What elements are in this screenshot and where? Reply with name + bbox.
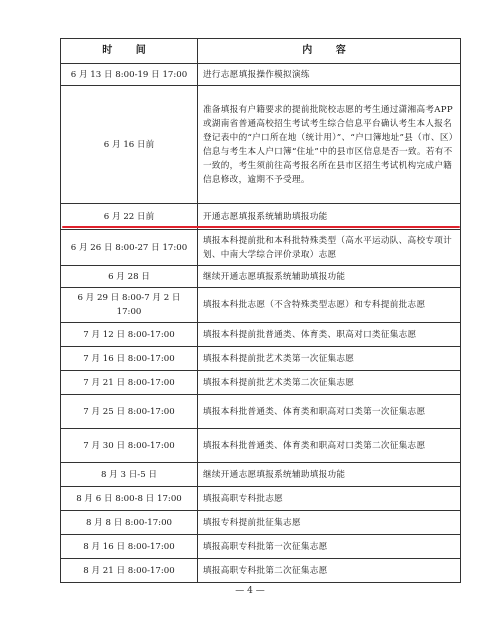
row-time: 6 月 22 日前	[61, 204, 198, 230]
row-content: 填报本科批普通类、体育类和职高对口类第二次征集志愿	[198, 429, 461, 463]
table-row	[61, 86, 461, 204]
row-time: 8 月 21 日 8:00-17:00	[61, 559, 198, 583]
row-content: 填报本科提前批和本科批特殊类型（高水平运动队、高校专项计划、中南大学综合评价录取）志愿	[198, 230, 461, 266]
row-time: 6 月 29 日 8:00-7 月 2 日 17:00	[61, 288, 198, 323]
row-content: 填报本科提前批艺术类第一次征集志愿	[198, 347, 461, 371]
row-time: 8 月 8 日 8:00-17:00	[61, 511, 198, 535]
row-content: 进行志愿填报操作模拟演练	[198, 64, 461, 86]
table-row	[61, 323, 461, 347]
table-row	[61, 511, 461, 535]
row-time: 7 月 12 日 8:00-17:00	[61, 323, 198, 347]
schedule-sheet	[60, 38, 460, 583]
row-content: 继续开通志愿填报系统辅助填报功能	[198, 463, 461, 487]
header-content: 内 容	[198, 39, 461, 64]
row-content: 填报本科批普通类、体育类和职高对口类第一次征集志愿	[198, 395, 461, 429]
table-row	[61, 371, 461, 395]
row-content: 填报高职专科批志愿	[198, 487, 461, 511]
row-time: 7 月 25 日 8:00-17:00	[61, 395, 198, 429]
row-content: 填报本科提前批普通类、体育类、职高对口类征集志愿	[198, 323, 461, 347]
table-row	[61, 429, 461, 463]
row-time: 7 月 21 日 8:00-17:00	[61, 371, 198, 395]
red-underline-annotation	[62, 226, 460, 228]
table-row	[61, 347, 461, 371]
header-time: 时 间	[61, 39, 198, 64]
table-row	[61, 64, 461, 86]
page-number: — 4 —	[235, 586, 265, 596]
row-time: 6 月 28 日	[61, 266, 198, 288]
table-row	[61, 266, 461, 288]
row-time: 6 月 26 日 8:00-27 日 17:00	[61, 230, 198, 266]
table-row	[61, 463, 461, 487]
table-row	[61, 288, 461, 323]
table-row	[61, 535, 461, 559]
header-row	[61, 39, 461, 64]
table-row	[61, 230, 461, 266]
row-time: 6 月 13 日 8:00-19 日 17:00	[61, 64, 198, 86]
row-content: 准备填报有户籍要求的提前批院校志愿的考生通过潇湘高考APP或湖南省普通高校招生考试考生综合信息平台确认考生本人报名登记表中的“户口所在地（统计用）”、“户口簿地址”县（市、区）信息与考生本人户口簿“住址”中的县市区信息是否一致。若有不一致的，考生须前往高考报名所在县市区招生考试机构完成户籍信息修改，逾期不予受理。	[198, 86, 461, 204]
row-content: 填报本科批志愿（不含特殊类型志愿）和专科提前批志愿	[198, 288, 461, 323]
row-content: 开通志愿填报系统辅助填报功能	[198, 204, 461, 230]
row-content: 填报高职专科批第一次征集志愿	[198, 535, 461, 559]
schedule-table	[60, 38, 461, 583]
row-content: 继续开通志愿填报系统辅助填报功能	[198, 266, 461, 288]
row-content: 填报高职专科批第二次征集志愿	[198, 559, 461, 583]
row-time: 7 月 16 日 8:00-17:00	[61, 347, 198, 371]
table-row	[61, 395, 461, 429]
table-row	[61, 487, 461, 511]
row-content: 填报本科提前批艺术类第二次征集志愿	[198, 371, 461, 395]
row-time: 8 月 6 日 8:00-8 日 17:00	[61, 487, 198, 511]
row-time: 8 月 16 日 8:00-17:00	[61, 535, 198, 559]
table-row	[61, 559, 461, 583]
row-time: 6 月 16 日前	[61, 86, 198, 204]
row-content: 填报专科提前批征集志愿	[198, 511, 461, 535]
row-time: 7 月 30 日 8:00-17:00	[61, 429, 198, 463]
row-time: 8 月 3 日-5 日	[61, 463, 198, 487]
